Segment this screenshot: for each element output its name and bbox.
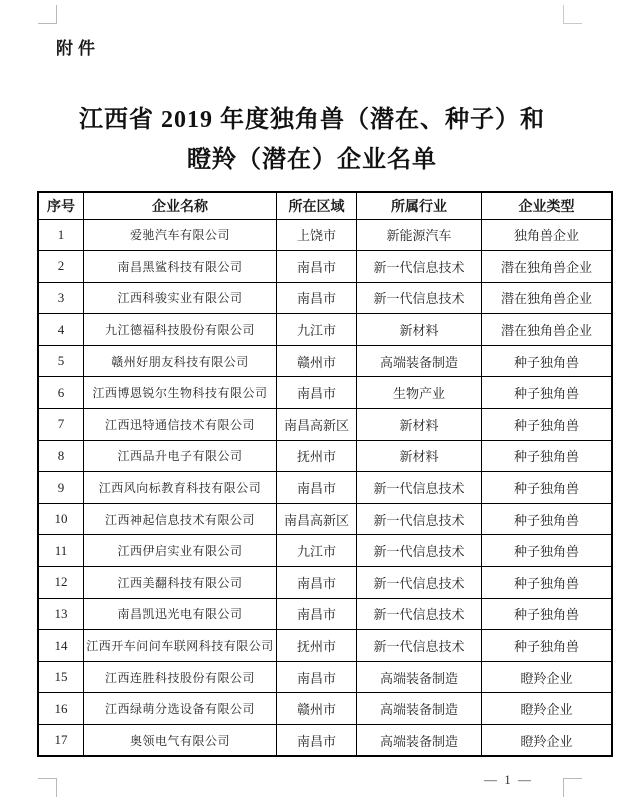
table-body	[38, 219, 612, 756]
table-row	[38, 567, 612, 599]
cell-industry: 生物产业	[357, 377, 482, 409]
cell-enterprise-type: 种子独角兽	[482, 409, 613, 441]
cell-region: 赣州市	[277, 693, 357, 725]
cell-region: 南昌高新区	[277, 503, 357, 535]
cell-region: 南昌市	[277, 377, 357, 409]
table-row	[38, 219, 612, 251]
cell-serial-number: 17	[38, 725, 84, 757]
cell-enterprise-type: 瞪羚企业	[482, 661, 613, 693]
document-title	[0, 100, 624, 180]
document-title-line1: 江西省 2019 年度独角兽（潜在、种子）和	[79, 107, 545, 133]
cell-industry: 新一代信息技术	[357, 535, 482, 567]
cell-company-name: 江西品升电子有限公司	[84, 440, 277, 472]
cell-company-name: 江西连胜科技股份有限公司	[84, 661, 277, 693]
cell-serial-number: 10	[38, 503, 84, 535]
cell-industry: 新能源汽车	[357, 219, 482, 251]
text-boundary-mark-top-left	[38, 5, 57, 24]
company-table	[37, 191, 613, 757]
table-row	[38, 725, 612, 757]
cell-region: 九江市	[277, 314, 357, 346]
cell-company-name: 九江德福科技股份有限公司	[84, 314, 277, 346]
cell-company-name: 奥领电气有限公司	[84, 725, 277, 757]
table-header	[38, 192, 612, 219]
cell-enterprise-type: 种子独角兽	[482, 567, 613, 599]
cell-enterprise-type: 独角兽企业	[482, 219, 613, 251]
cell-serial-number: 1	[38, 219, 84, 251]
text-boundary-mark-bottom-right	[563, 778, 582, 797]
cell-region: 南昌市	[277, 661, 357, 693]
cell-serial-number: 14	[38, 630, 84, 662]
cell-enterprise-type: 瞪羚企业	[482, 725, 613, 757]
cell-region: 南昌市	[277, 725, 357, 757]
table-row	[38, 345, 612, 377]
cell-company-name: 赣州好朋友科技有限公司	[84, 345, 277, 377]
cell-enterprise-type: 种子独角兽	[482, 377, 613, 409]
table-row	[38, 472, 612, 504]
cell-company-name: 江西伊启实业有限公司	[84, 535, 277, 567]
cell-industry: 新一代信息技术	[357, 251, 482, 283]
document-title-line2: 瞪羚（潜在）企业名单	[187, 147, 437, 173]
cell-serial-number: 7	[38, 409, 84, 441]
cell-serial-number: 9	[38, 472, 84, 504]
cell-enterprise-type: 种子独角兽	[482, 598, 613, 630]
cell-enterprise-type: 种子独角兽	[482, 503, 613, 535]
table-row	[38, 535, 612, 567]
cell-enterprise-type: 潜在独角兽企业	[482, 251, 613, 283]
table-row	[38, 251, 612, 283]
cell-industry: 新材料	[357, 440, 482, 472]
cell-region: 抚州市	[277, 630, 357, 662]
cell-serial-number: 15	[38, 661, 84, 693]
cell-company-name: 江西美翻科技有限公司	[84, 567, 277, 599]
cell-region: 南昌市	[277, 598, 357, 630]
cell-company-name: 江西迅特通信技术有限公司	[84, 409, 277, 441]
cell-region: 南昌市	[277, 251, 357, 283]
cell-industry: 新材料	[357, 314, 482, 346]
cell-industry: 新一代信息技术	[357, 567, 482, 599]
attachment-label: 附件	[56, 39, 100, 58]
text-boundary-mark-top-right	[563, 5, 582, 24]
table-row	[38, 598, 612, 630]
cell-serial-number: 16	[38, 693, 84, 725]
page-number: — 1 —	[484, 772, 533, 787]
cell-company-name: 爱驰汽车有限公司	[84, 219, 277, 251]
table-row	[38, 503, 612, 535]
table-row	[38, 409, 612, 441]
cell-company-name: 南昌凯迅光电有限公司	[84, 598, 277, 630]
table-row	[38, 282, 612, 314]
cell-region: 南昌市	[277, 567, 357, 599]
header-cell-industry: 所属行业	[357, 192, 482, 219]
cell-industry: 高端装备制造	[357, 661, 482, 693]
cell-industry: 高端装备制造	[357, 725, 482, 757]
cell-region: 南昌市	[277, 472, 357, 504]
cell-industry: 新一代信息技术	[357, 472, 482, 504]
table-row	[38, 314, 612, 346]
cell-industry: 新材料	[357, 409, 482, 441]
cell-company-name: 江西开车问问车联网科技有限公司	[84, 630, 277, 662]
cell-region: 南昌市	[277, 282, 357, 314]
cell-enterprise-type: 种子独角兽	[482, 440, 613, 472]
cell-company-name: 江西绿萌分选设备有限公司	[84, 693, 277, 725]
cell-serial-number: 11	[38, 535, 84, 567]
cell-serial-number: 13	[38, 598, 84, 630]
cell-industry: 新一代信息技术	[357, 630, 482, 662]
table-header-row	[38, 192, 612, 219]
cell-company-name: 南昌黑鲨科技有限公司	[84, 251, 277, 283]
cell-serial-number: 6	[38, 377, 84, 409]
header-cell-type: 企业类型	[482, 192, 613, 219]
header-cell-company: 企业名称	[84, 192, 277, 219]
cell-enterprise-type: 种子独角兽	[482, 630, 613, 662]
cell-serial-number: 3	[38, 282, 84, 314]
cell-enterprise-type: 潜在独角兽企业	[482, 314, 613, 346]
cell-serial-number: 12	[38, 567, 84, 599]
header-cell-region: 所在区域	[277, 192, 357, 219]
cell-region: 赣州市	[277, 345, 357, 377]
cell-region: 抚州市	[277, 440, 357, 472]
cell-enterprise-type: 瞪羚企业	[482, 693, 613, 725]
cell-serial-number: 2	[38, 251, 84, 283]
cell-region: 上饶市	[277, 219, 357, 251]
cell-company-name: 江西博恩锐尔生物科技有限公司	[84, 377, 277, 409]
cell-region: 九江市	[277, 535, 357, 567]
cell-serial-number: 8	[38, 440, 84, 472]
table-row	[38, 630, 612, 662]
text-boundary-mark-bottom-left	[38, 778, 57, 797]
cell-company-name: 江西风向标教育科技有限公司	[84, 472, 277, 504]
cell-industry: 新一代信息技术	[357, 598, 482, 630]
cell-serial-number: 4	[38, 314, 84, 346]
header-cell-no: 序号	[38, 192, 84, 219]
table-row	[38, 377, 612, 409]
cell-industry: 新一代信息技术	[357, 503, 482, 535]
cell-enterprise-type: 种子独角兽	[482, 345, 613, 377]
cell-enterprise-type: 种子独角兽	[482, 535, 613, 567]
cell-industry: 高端装备制造	[357, 693, 482, 725]
table-row	[38, 661, 612, 693]
cell-industry: 新一代信息技术	[357, 282, 482, 314]
cell-serial-number: 5	[38, 345, 84, 377]
cell-enterprise-type: 种子独角兽	[482, 472, 613, 504]
cell-industry: 高端装备制造	[357, 345, 482, 377]
cell-company-name: 江西科骏实业有限公司	[84, 282, 277, 314]
table-row	[38, 693, 612, 725]
table-row	[38, 440, 612, 472]
cell-region: 南昌高新区	[277, 409, 357, 441]
cell-company-name: 江西神起信息技术有限公司	[84, 503, 277, 535]
cell-enterprise-type: 潜在独角兽企业	[482, 282, 613, 314]
